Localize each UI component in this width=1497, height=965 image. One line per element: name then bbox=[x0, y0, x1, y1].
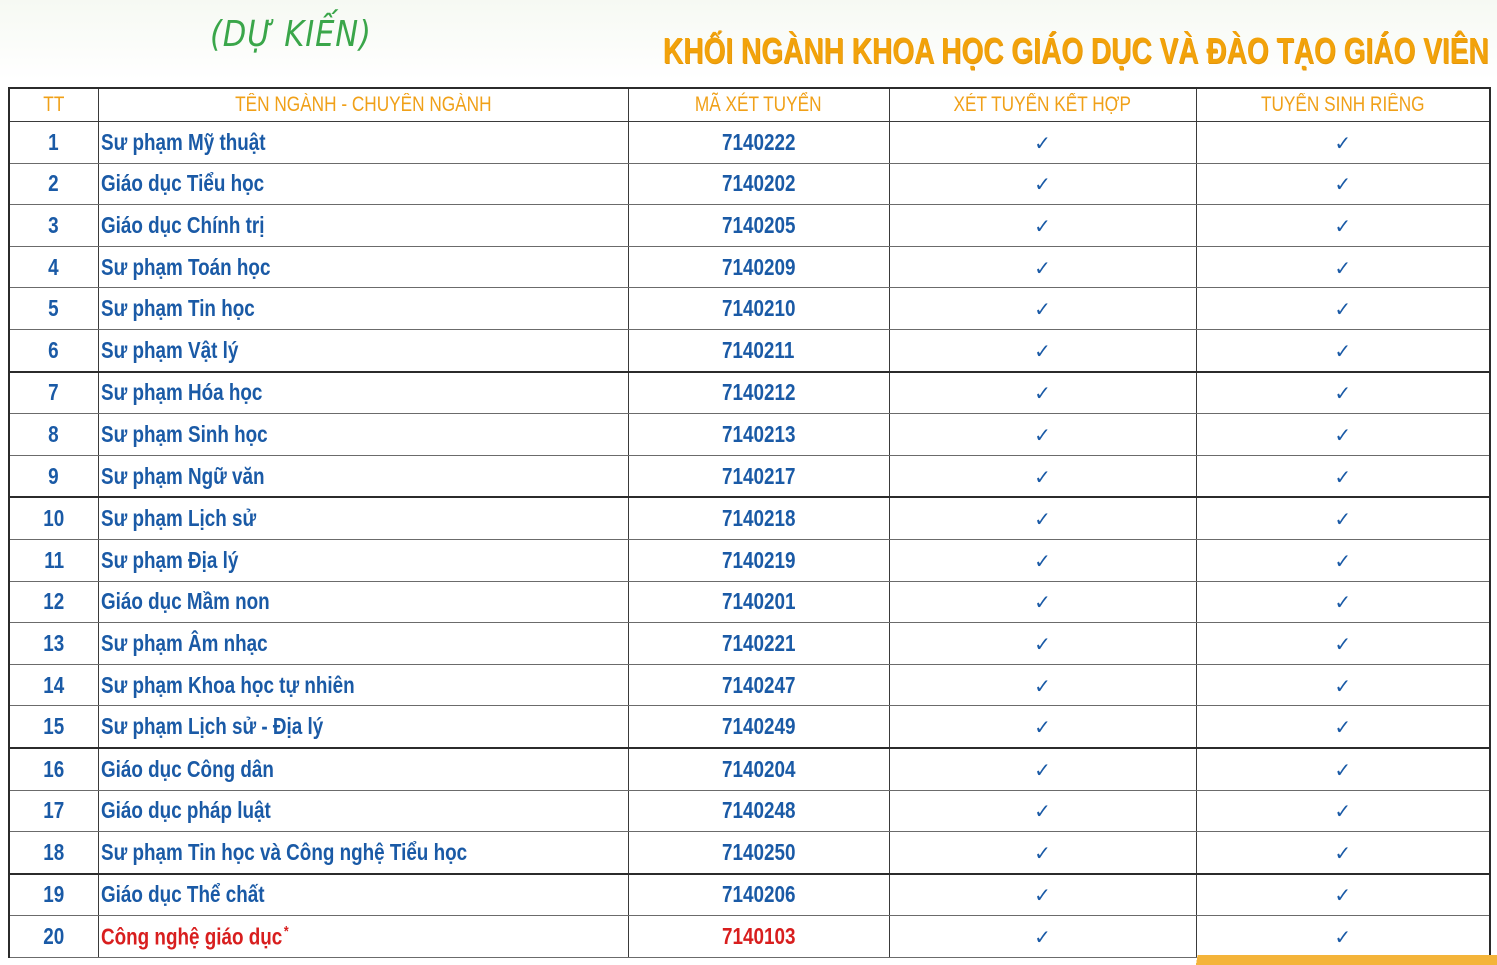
admission-code: 7140221 bbox=[628, 623, 889, 665]
major-name: Giáo dục Tiểu học bbox=[98, 163, 628, 205]
combined-admission-check bbox=[889, 832, 1196, 874]
separate-admission-check bbox=[1196, 246, 1490, 288]
admission-code: 7140211 bbox=[628, 329, 889, 371]
separate-admission-check bbox=[1196, 581, 1490, 623]
combined-admission-check bbox=[889, 329, 1196, 371]
row-number: 3 bbox=[9, 205, 98, 247]
checkmark-icon: ✓ bbox=[1334, 799, 1352, 824]
combined-admission-check bbox=[889, 122, 1196, 164]
checkmark-icon: ✓ bbox=[1034, 883, 1051, 908]
admission-code: 7140210 bbox=[628, 288, 889, 330]
admission-code: 7140209 bbox=[628, 246, 889, 288]
combined-admission-check bbox=[889, 246, 1196, 288]
separate-admission-check bbox=[1196, 414, 1490, 456]
combined-admission-check bbox=[889, 205, 1196, 247]
admission-code: 7140250 bbox=[628, 832, 889, 874]
admission-code: 7140219 bbox=[628, 539, 889, 581]
table-body bbox=[9, 122, 1490, 958]
major-name: Sư phạm Sinh học bbox=[98, 414, 628, 456]
checkmark-icon: ✓ bbox=[1034, 631, 1051, 656]
table-row bbox=[9, 916, 1490, 958]
combined-admission-check bbox=[889, 163, 1196, 205]
checkmark-icon: ✓ bbox=[1334, 840, 1352, 865]
major-name: Sư phạm Lịch sử - Địa lý bbox=[98, 706, 628, 748]
checkmark-icon: ✓ bbox=[1334, 130, 1352, 155]
table-row bbox=[9, 581, 1490, 623]
header-combined: XÉT TUYỂN KẾT HỢP bbox=[889, 88, 1196, 122]
table-row bbox=[9, 874, 1490, 916]
row-number: 15 bbox=[9, 706, 98, 748]
header-separate: TUYỂN SINH RIÊNG bbox=[1196, 88, 1490, 122]
table-row bbox=[9, 163, 1490, 205]
checkmark-icon: ✓ bbox=[1034, 548, 1051, 573]
admission-code: 7140212 bbox=[628, 372, 889, 414]
major-name: Sư phạm Hóa học bbox=[98, 372, 628, 414]
table-row bbox=[9, 497, 1490, 539]
checkmark-icon: ✓ bbox=[1334, 757, 1352, 782]
combined-admission-check bbox=[889, 790, 1196, 832]
table-row bbox=[9, 790, 1490, 832]
separate-admission-check bbox=[1196, 288, 1490, 330]
checkmark-icon: ✓ bbox=[1034, 757, 1051, 782]
combined-admission-check bbox=[889, 455, 1196, 497]
table-row bbox=[9, 205, 1490, 247]
checkmark-icon: ✓ bbox=[1334, 381, 1352, 406]
checkmark-icon: ✓ bbox=[1334, 255, 1352, 280]
major-name: Sư phạm Ngữ văn bbox=[98, 455, 628, 497]
checkmark-icon: ✓ bbox=[1334, 925, 1352, 950]
table-row bbox=[9, 664, 1490, 706]
row-number: 6 bbox=[9, 329, 98, 371]
table-row bbox=[9, 539, 1490, 581]
separate-admission-check bbox=[1196, 748, 1490, 790]
row-number: 2 bbox=[9, 163, 98, 205]
row-number: 19 bbox=[9, 874, 98, 916]
major-name: Giáo dục Chính trị bbox=[98, 205, 628, 247]
major-name: Giáo dục Công dân bbox=[98, 748, 628, 790]
combined-admission-check bbox=[889, 497, 1196, 539]
separate-admission-check bbox=[1196, 623, 1490, 665]
separate-admission-check bbox=[1196, 874, 1490, 916]
checkmark-icon: ✓ bbox=[1334, 338, 1352, 363]
table-row bbox=[9, 122, 1490, 164]
separate-admission-check bbox=[1196, 455, 1490, 497]
admission-code: 7140201 bbox=[628, 581, 889, 623]
combined-admission-check bbox=[889, 706, 1196, 748]
checkmark-icon: ✓ bbox=[1334, 422, 1352, 447]
admission-code: 7140248 bbox=[628, 790, 889, 832]
major-name: Giáo dục Mầm non bbox=[98, 581, 628, 623]
checkmark-icon: ✓ bbox=[1034, 381, 1051, 406]
separate-admission-check bbox=[1196, 664, 1490, 706]
footnote-mark: * bbox=[283, 922, 289, 940]
table-row bbox=[9, 623, 1490, 665]
separate-admission-check bbox=[1196, 916, 1490, 958]
subtitle: (DỰ KIẾN) bbox=[210, 14, 372, 55]
combined-admission-check bbox=[889, 372, 1196, 414]
major-name: Giáo dục Thể chất bbox=[98, 874, 628, 916]
major-name: Giáo dục pháp luật bbox=[98, 790, 628, 832]
header-tt: TT bbox=[9, 88, 98, 122]
combined-admission-check bbox=[889, 874, 1196, 916]
checkmark-icon: ✓ bbox=[1034, 172, 1051, 197]
admissions-table bbox=[8, 87, 1491, 958]
table-row bbox=[9, 706, 1490, 748]
checkmark-icon: ✓ bbox=[1034, 925, 1051, 950]
admissions-table-container bbox=[8, 87, 1489, 958]
row-number: 11 bbox=[9, 539, 98, 581]
combined-admission-check bbox=[889, 288, 1196, 330]
row-number: 5 bbox=[9, 288, 98, 330]
checkmark-icon: ✓ bbox=[1334, 172, 1352, 197]
row-number: 17 bbox=[9, 790, 98, 832]
checkmark-icon: ✓ bbox=[1334, 507, 1352, 532]
combined-admission-check bbox=[889, 623, 1196, 665]
admission-code: 7140213 bbox=[628, 414, 889, 456]
admission-code: 7140206 bbox=[628, 874, 889, 916]
checkmark-icon: ✓ bbox=[1034, 673, 1051, 698]
checkmark-icon: ✓ bbox=[1034, 507, 1051, 532]
table-row bbox=[9, 246, 1490, 288]
admission-code: 7140249 bbox=[628, 706, 889, 748]
combined-admission-check bbox=[889, 414, 1196, 456]
checkmark-icon: ✓ bbox=[1334, 673, 1352, 698]
checkmark-icon: ✓ bbox=[1034, 590, 1051, 615]
checkmark-icon: ✓ bbox=[1334, 464, 1352, 489]
separate-admission-check bbox=[1196, 832, 1490, 874]
combined-admission-check bbox=[889, 916, 1196, 958]
checkmark-icon: ✓ bbox=[1034, 799, 1051, 824]
row-number: 18 bbox=[9, 832, 98, 874]
row-number: 10 bbox=[9, 497, 98, 539]
row-number: 7 bbox=[9, 372, 98, 414]
major-name: Công nghệ giáo dục * bbox=[98, 916, 628, 958]
checkmark-icon: ✓ bbox=[1034, 255, 1051, 280]
checkmark-icon: ✓ bbox=[1034, 715, 1051, 740]
separate-admission-check bbox=[1196, 706, 1490, 748]
checkmark-icon: ✓ bbox=[1334, 631, 1352, 656]
checkmark-icon: ✓ bbox=[1034, 297, 1051, 322]
row-number: 8 bbox=[9, 414, 98, 456]
combined-admission-check bbox=[889, 581, 1196, 623]
header-name: TÊN NGÀNH - CHUYÊN NGÀNH bbox=[98, 88, 628, 122]
checkmark-icon: ✓ bbox=[1334, 715, 1352, 740]
combined-admission-check bbox=[889, 664, 1196, 706]
checkmark-icon: ✓ bbox=[1034, 338, 1051, 363]
combined-admission-check bbox=[889, 539, 1196, 581]
checkmark-icon: ✓ bbox=[1034, 130, 1051, 155]
table-row bbox=[9, 455, 1490, 497]
major-name: Sư phạm Lịch sử bbox=[98, 497, 628, 539]
major-name: Sư phạm Địa lý bbox=[98, 539, 628, 581]
table-row bbox=[9, 329, 1490, 371]
separate-admission-check bbox=[1196, 205, 1490, 247]
checkmark-icon: ✓ bbox=[1334, 297, 1352, 322]
header-code: MÃ XÉT TUYỂN bbox=[628, 88, 889, 122]
admission-code: 7140202 bbox=[628, 163, 889, 205]
admission-code: 7140222 bbox=[628, 122, 889, 164]
checkmark-icon: ✓ bbox=[1034, 464, 1051, 489]
admission-code: 7140103 bbox=[628, 916, 889, 958]
table-row bbox=[9, 372, 1490, 414]
table-row bbox=[9, 288, 1490, 330]
row-number: 16 bbox=[9, 748, 98, 790]
separate-admission-check bbox=[1196, 790, 1490, 832]
separate-admission-check bbox=[1196, 372, 1490, 414]
checkmark-icon: ✓ bbox=[1334, 213, 1352, 238]
major-name: Sư phạm Toán học bbox=[98, 246, 628, 288]
admission-code: 7140205 bbox=[628, 205, 889, 247]
table-row bbox=[9, 832, 1490, 874]
major-name: Sư phạm Khoa học tự nhiên bbox=[98, 664, 628, 706]
page-title: KHỐI NGÀNH KHOA HỌC GIÁO DỤC VÀ ĐÀO TẠO GIÁO VIÊN bbox=[663, 30, 1489, 71]
table-header-row bbox=[9, 88, 1490, 122]
corner-accent-stripe bbox=[1157, 955, 1497, 965]
admission-code: 7140204 bbox=[628, 748, 889, 790]
major-name: Sư phạm Âm nhạc bbox=[98, 623, 628, 665]
table-row bbox=[9, 414, 1490, 456]
major-name: Sư phạm Mỹ thuật bbox=[98, 122, 628, 164]
admission-code: 7140217 bbox=[628, 455, 889, 497]
combined-admission-check bbox=[889, 748, 1196, 790]
checkmark-icon: ✓ bbox=[1034, 840, 1051, 865]
separate-admission-check bbox=[1196, 163, 1490, 205]
admission-code: 7140218 bbox=[628, 497, 889, 539]
separate-admission-check bbox=[1196, 497, 1490, 539]
table-row bbox=[9, 748, 1490, 790]
major-name: Sư phạm Tin học bbox=[98, 288, 628, 330]
row-number: 12 bbox=[9, 581, 98, 623]
row-number: 13 bbox=[9, 623, 98, 665]
row-number: 14 bbox=[9, 664, 98, 706]
separate-admission-check bbox=[1196, 122, 1490, 164]
row-number: 4 bbox=[9, 246, 98, 288]
checkmark-icon: ✓ bbox=[1034, 422, 1051, 447]
admission-code: 7140247 bbox=[628, 664, 889, 706]
major-name: Sư phạm Tin học và Công nghệ Tiểu học bbox=[98, 832, 628, 874]
separate-admission-check bbox=[1196, 329, 1490, 371]
checkmark-icon: ✓ bbox=[1334, 548, 1352, 573]
row-number: 1 bbox=[9, 122, 98, 164]
checkmark-icon: ✓ bbox=[1334, 590, 1352, 615]
major-name: Sư phạm Vật lý bbox=[98, 329, 628, 371]
checkmark-icon: ✓ bbox=[1034, 213, 1051, 238]
row-number: 9 bbox=[9, 455, 98, 497]
row-number: 20 bbox=[9, 916, 98, 958]
separate-admission-check bbox=[1196, 539, 1490, 581]
checkmark-icon: ✓ bbox=[1334, 883, 1352, 908]
